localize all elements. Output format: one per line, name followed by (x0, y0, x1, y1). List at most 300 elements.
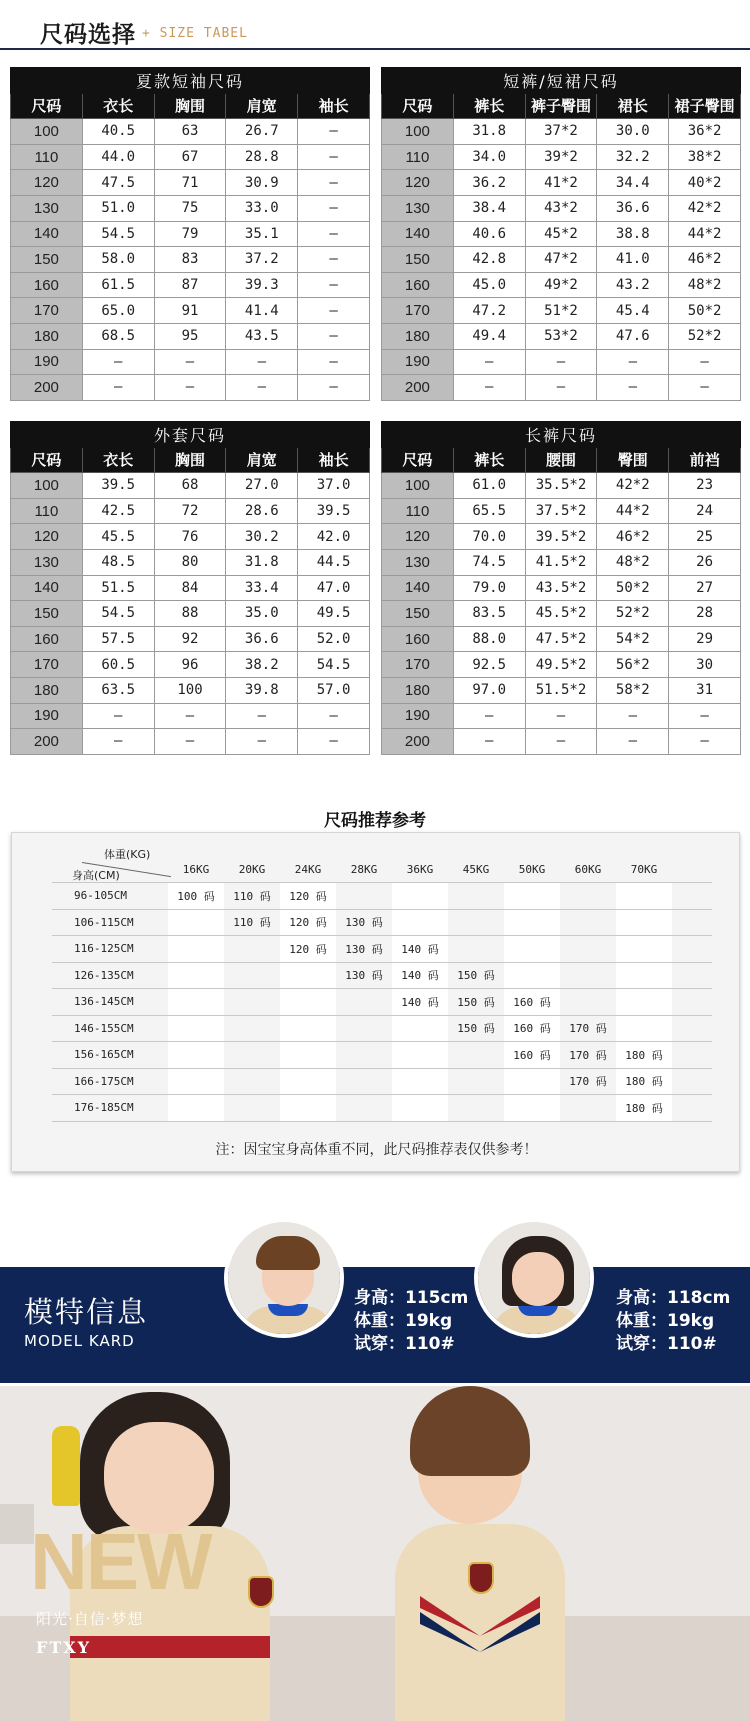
table-row (382, 549, 741, 575)
value-cell: 46*2 (597, 524, 669, 550)
value-cell: 45.5*2 (525, 601, 597, 627)
size-table (10, 421, 370, 755)
value-cell: 40.5 (82, 119, 154, 145)
value-cell: — (669, 349, 741, 375)
value-cell: 45.5 (82, 524, 154, 550)
size-recommendation-cell (168, 1016, 224, 1042)
size-recommendation-cell (392, 910, 448, 936)
value-cell: — (597, 349, 669, 375)
value-cell: 57.5 (82, 626, 154, 652)
girl-stats (616, 1287, 730, 1356)
size-recommendation-cell (504, 963, 560, 989)
size-recommendation-cell (280, 1016, 336, 1042)
recommendation-row (52, 936, 712, 963)
table-row (382, 144, 741, 170)
value-cell: — (525, 375, 597, 401)
value-cell: 35.1 (226, 221, 298, 247)
value-cell: 47.0 (298, 575, 370, 601)
size-recommendation-cell (392, 1042, 448, 1068)
value-cell: 33.0 (226, 195, 298, 221)
value-cell: — (298, 375, 370, 401)
size-recommendation-cell (224, 1069, 280, 1095)
height-range: 116-125CM (74, 942, 134, 956)
column-header: 胸围 (154, 93, 226, 119)
background-sign (0, 1504, 34, 1544)
weight-header: 24KG (294, 862, 322, 876)
size-recommendation-cell (168, 1069, 224, 1095)
value-cell: 68.5 (82, 323, 154, 349)
size-table (381, 67, 741, 401)
value-cell: 57.0 (298, 677, 370, 703)
recommendation-row (52, 989, 712, 1016)
size-recommendation-cell (616, 883, 672, 909)
size-recommendation-cell (280, 963, 336, 989)
value-cell: 88.0 (453, 626, 525, 652)
column-header: 尺码 (382, 447, 454, 473)
value-cell: — (154, 729, 226, 755)
value-cell: — (298, 170, 370, 196)
column-header: 衣长 (82, 447, 154, 473)
table-row (11, 170, 370, 196)
new-badge: NEW (30, 1517, 211, 1606)
value-cell: — (453, 349, 525, 375)
size-cell: 160 (382, 272, 454, 298)
size-recommendation-cell (560, 936, 616, 962)
value-cell: 38.4 (453, 195, 525, 221)
column-header: 臀围 (597, 447, 669, 473)
model-info-title: 模特信息 (24, 1295, 149, 1329)
size-cell: 190 (382, 349, 454, 375)
value-cell: 63 (154, 119, 226, 145)
value-cell: — (298, 195, 370, 221)
size-recommendation-cell (504, 1069, 560, 1095)
table-row (11, 195, 370, 221)
value-cell: 30.0 (597, 119, 669, 145)
table-row (382, 473, 741, 499)
value-cell: — (453, 729, 525, 755)
recommendation-card (11, 832, 740, 1172)
size-recommendation-cell (560, 963, 616, 989)
girl-weight: 体重：19kg (616, 1311, 715, 1331)
boy-size: 试穿：110# (354, 1334, 455, 1354)
value-cell: — (669, 375, 741, 401)
table-caption: 长裤尺码 (382, 422, 741, 448)
value-cell: 42*2 (669, 195, 741, 221)
table-row (382, 195, 741, 221)
size-cell: 150 (382, 247, 454, 273)
size-cell: 110 (382, 498, 454, 524)
height-range: 136-145CM (74, 995, 134, 1009)
size-table (381, 421, 741, 755)
table-caption: 夏款短袖尺码 (11, 68, 370, 94)
size-cell: 190 (11, 349, 83, 375)
table-row (382, 652, 741, 678)
size-recommendation-cell (224, 963, 280, 989)
value-cell: — (298, 703, 370, 729)
table-row (11, 729, 370, 755)
value-cell: 36.2 (453, 170, 525, 196)
table-row (11, 549, 370, 575)
value-cell: 43.5 (226, 323, 298, 349)
recommendation-row (52, 1095, 712, 1122)
weight-header: 50KG (518, 862, 546, 876)
value-cell: 75 (154, 195, 226, 221)
value-cell: 41.5*2 (525, 549, 597, 575)
value-cell: 97.0 (453, 677, 525, 703)
value-cell: 63.5 (82, 677, 154, 703)
size-cell: 160 (11, 626, 83, 652)
value-cell: 44.0 (82, 144, 154, 170)
value-cell: 49*2 (525, 272, 597, 298)
girl-height: 身高：118cm (616, 1288, 731, 1308)
school-crest-icon (248, 1576, 274, 1608)
recommendation-row (52, 963, 712, 990)
size-cell: 200 (382, 729, 454, 755)
value-cell: 42*2 (597, 473, 669, 499)
value-cell: 47.5 (82, 170, 154, 196)
value-cell: 50*2 (669, 298, 741, 324)
column-header: 袖长 (298, 447, 370, 473)
school-crest-icon (468, 1562, 494, 1594)
value-cell: 79.0 (453, 575, 525, 601)
table-row (382, 272, 741, 298)
size-cell: 130 (382, 549, 454, 575)
value-cell: 68 (154, 473, 226, 499)
value-cell: 88 (154, 601, 226, 627)
table-row (11, 524, 370, 550)
value-cell: 48*2 (597, 549, 669, 575)
size-cell: 160 (11, 272, 83, 298)
value-cell: 65.0 (82, 298, 154, 324)
size-recommendation-cell (336, 1016, 392, 1042)
value-cell: — (597, 729, 669, 755)
value-cell: 45.0 (453, 272, 525, 298)
value-cell: — (669, 703, 741, 729)
size-recommendation-cell (616, 989, 672, 1015)
column-header: 尺码 (382, 93, 454, 119)
value-cell: 30.9 (226, 170, 298, 196)
size-recommendation-cell (616, 910, 672, 936)
size-table (10, 67, 370, 401)
value-cell: 28.6 (226, 498, 298, 524)
size-cell: 160 (382, 626, 454, 652)
size-recommendation-cell (448, 1095, 504, 1121)
size-recommendation-cell (448, 910, 504, 936)
table-row (11, 677, 370, 703)
size-recommendation-cell (504, 910, 560, 936)
size-recommendation-cell (168, 1095, 224, 1121)
value-cell: 87 (154, 272, 226, 298)
size-recommendation-cell: 160 码 (513, 1022, 551, 1036)
size-recommendation-cell (392, 1016, 448, 1042)
value-cell: — (298, 349, 370, 375)
value-cell: 41.0 (597, 247, 669, 273)
size-recommendation-cell: 110 码 (233, 889, 271, 903)
column-header: 尺码 (11, 93, 83, 119)
value-cell: — (298, 144, 370, 170)
recommendation-row (52, 910, 712, 937)
value-cell: 61.0 (453, 473, 525, 499)
value-cell: — (669, 729, 741, 755)
weight-header: 16KG (182, 862, 210, 876)
column-header: 胸围 (154, 447, 226, 473)
value-cell: 30 (669, 652, 741, 678)
size-cell: 120 (382, 170, 454, 196)
size-recommendation-cell: 120 码 (289, 942, 327, 956)
size-recommendation-cell (448, 883, 504, 909)
size-recommendation-cell: 100 码 (177, 889, 215, 903)
size-cell: 140 (11, 221, 83, 247)
value-cell: — (226, 729, 298, 755)
value-cell: 61.5 (82, 272, 154, 298)
value-cell: 54.5 (82, 601, 154, 627)
value-cell: 29 (669, 626, 741, 652)
recommendation-title: 尺码推荐参考 (324, 811, 426, 831)
table-row (11, 272, 370, 298)
value-cell: 26 (669, 549, 741, 575)
size-recommendation-cell: 170 码 (569, 1048, 607, 1062)
table-row (11, 119, 370, 145)
size-cell: 200 (382, 375, 454, 401)
recommendation-row (52, 1016, 712, 1043)
value-cell: 100 (154, 677, 226, 703)
table-row (382, 349, 741, 375)
recommendation-row (52, 1042, 712, 1069)
weight-axis-label: 体重(KG) (104, 848, 151, 861)
value-cell: 56*2 (597, 652, 669, 678)
size-cell: 100 (11, 473, 83, 499)
size-cell: 100 (11, 119, 83, 145)
column-header: 前裆 (669, 447, 741, 473)
value-cell: 58*2 (597, 677, 669, 703)
table-row (382, 170, 741, 196)
size-recommendation-cell: 170 码 (569, 1075, 607, 1089)
weight-header: 45KG (462, 862, 490, 876)
value-cell: 39.5*2 (525, 524, 597, 550)
value-cell: — (82, 729, 154, 755)
size-cell: 130 (11, 195, 83, 221)
size-recommendation-cell (224, 1042, 280, 1068)
size-recommendation-cell: 120 码 (289, 889, 327, 903)
size-recommendation-cell: 150 码 (457, 1022, 495, 1036)
value-cell: — (226, 375, 298, 401)
value-cell: — (226, 349, 298, 375)
brand-logo: FTXY (36, 1638, 92, 1657)
size-cell: 100 (382, 473, 454, 499)
size-recommendation-cell (168, 963, 224, 989)
value-cell: 31 (669, 677, 741, 703)
size-cell: 100 (382, 119, 454, 145)
size-cell: 180 (382, 323, 454, 349)
table-row (11, 498, 370, 524)
value-cell: 40.6 (453, 221, 525, 247)
column-header: 肩宽 (226, 447, 298, 473)
value-cell: 38.8 (597, 221, 669, 247)
value-cell: 49.4 (453, 323, 525, 349)
size-cell: 140 (382, 221, 454, 247)
value-cell: 70.0 (453, 524, 525, 550)
size-recommendation-cell (616, 936, 672, 962)
value-cell: 39.5 (298, 498, 370, 524)
value-cell: 41.4 (226, 298, 298, 324)
value-cell: 37.0 (298, 473, 370, 499)
size-recommendation-cell (504, 936, 560, 962)
value-cell: 71 (154, 170, 226, 196)
page-title: 尺码选择 (40, 22, 136, 48)
height-range: 106-115CM (74, 915, 134, 929)
value-cell: 40*2 (669, 170, 741, 196)
header-divider (0, 48, 750, 50)
table-row (382, 601, 741, 627)
value-cell: 31.8 (453, 119, 525, 145)
value-cell: 37.2 (226, 247, 298, 273)
weight-header: 36KG (406, 862, 434, 876)
value-cell: 52*2 (597, 601, 669, 627)
size-recommendation-cell: 160 码 (513, 1048, 551, 1062)
boy-portrait (224, 1218, 344, 1338)
size-recommendation-cell (392, 1095, 448, 1121)
value-cell: — (154, 349, 226, 375)
table-row (11, 375, 370, 401)
value-cell: — (298, 272, 370, 298)
value-cell: 41*2 (525, 170, 597, 196)
size-recommendation-cell: 140 码 (401, 969, 439, 983)
value-cell: 52.0 (298, 626, 370, 652)
value-cell: 83 (154, 247, 226, 273)
size-recommendation-cell (616, 1016, 672, 1042)
value-cell: 24 (669, 498, 741, 524)
column-header: 裤长 (453, 93, 525, 119)
size-recommendation-cell: 140 码 (401, 942, 439, 956)
value-cell: 65.5 (453, 498, 525, 524)
background-bottle (52, 1426, 80, 1506)
value-cell: 84 (154, 575, 226, 601)
value-cell: 36.6 (597, 195, 669, 221)
table-row (382, 247, 741, 273)
table-row (382, 375, 741, 401)
size-recommendation-cell (448, 1042, 504, 1068)
size-cell: 140 (11, 575, 83, 601)
table-row (382, 524, 741, 550)
value-cell: — (525, 349, 597, 375)
size-cell: 200 (11, 375, 83, 401)
value-cell: 28 (669, 601, 741, 627)
table-caption: 短裤/短裙尺码 (382, 68, 741, 94)
value-cell: 25 (669, 524, 741, 550)
column-header: 衣长 (82, 93, 154, 119)
size-recommendation-cell (280, 1069, 336, 1095)
size-recommendation-cell (560, 1095, 616, 1121)
value-cell: 44*2 (597, 498, 669, 524)
value-cell: 28.8 (226, 144, 298, 170)
value-cell: 92.5 (453, 652, 525, 678)
size-recommendation-cell: 170 码 (569, 1022, 607, 1036)
size-recommendation-cell (560, 910, 616, 936)
value-cell: 37.5*2 (525, 498, 597, 524)
value-cell: 26.7 (226, 119, 298, 145)
size-recommendation-cell: 150 码 (457, 969, 495, 983)
column-header: 裤长 (453, 447, 525, 473)
value-cell: 37*2 (525, 119, 597, 145)
value-cell: 39.3 (226, 272, 298, 298)
size-cell: 120 (382, 524, 454, 550)
value-cell: — (298, 221, 370, 247)
value-cell: 47.6 (597, 323, 669, 349)
value-cell: 35.5*2 (525, 473, 597, 499)
size-cell: 110 (11, 144, 83, 170)
size-recommendation-cell (560, 989, 616, 1015)
value-cell: — (298, 119, 370, 145)
hero-photo (0, 1386, 750, 1721)
size-recommendation-cell (336, 1042, 392, 1068)
table-row (382, 498, 741, 524)
column-header: 肩宽 (226, 93, 298, 119)
value-cell: — (453, 703, 525, 729)
size-recommendation-cell (336, 989, 392, 1015)
size-recommendation-cell: 130 码 (345, 916, 383, 930)
value-cell: 45.4 (597, 298, 669, 324)
value-cell: 38*2 (669, 144, 741, 170)
value-cell: 92 (154, 626, 226, 652)
height-range: 96-105CM (74, 889, 127, 903)
table-row (11, 575, 370, 601)
table-row (11, 703, 370, 729)
recommendation-row (52, 1069, 712, 1096)
height-range: 166-175CM (74, 1074, 134, 1088)
size-cell: 180 (382, 677, 454, 703)
value-cell: 47.5*2 (525, 626, 597, 652)
size-cell: 170 (382, 298, 454, 324)
value-cell: 39.5 (82, 473, 154, 499)
height-range: 156-165CM (74, 1048, 134, 1062)
size-recommendation-cell (224, 1016, 280, 1042)
value-cell: 54.5 (298, 652, 370, 678)
value-cell: 74.5 (453, 549, 525, 575)
size-cell: 200 (11, 729, 83, 755)
girl-portrait (474, 1218, 594, 1338)
size-recommendation-cell (224, 989, 280, 1015)
size-recommendation-cell (448, 1069, 504, 1095)
value-cell: 52*2 (669, 323, 741, 349)
weight-header: 28KG (350, 862, 378, 876)
size-recommendation-cell: 180 码 (625, 1101, 663, 1115)
value-cell: 50*2 (597, 575, 669, 601)
value-cell: — (82, 375, 154, 401)
size-recommendation-cell (168, 936, 224, 962)
value-cell: 39.8 (226, 677, 298, 703)
value-cell: 42.8 (453, 247, 525, 273)
size-recommendation-cell (280, 1095, 336, 1121)
size-recommendation-cell: 180 码 (625, 1075, 663, 1089)
value-cell: 44*2 (669, 221, 741, 247)
value-cell: — (226, 703, 298, 729)
size-cell: 110 (11, 498, 83, 524)
value-cell: 35.0 (226, 601, 298, 627)
size-recommendation-cell (336, 1095, 392, 1121)
girl-size: 试穿：110# (616, 1334, 717, 1354)
value-cell: 54*2 (597, 626, 669, 652)
value-cell: 45*2 (525, 221, 597, 247)
value-cell: 51.0 (82, 195, 154, 221)
value-cell: — (82, 703, 154, 729)
value-cell: — (453, 375, 525, 401)
value-cell: 47*2 (525, 247, 597, 273)
table-row (11, 144, 370, 170)
size-cell: 150 (11, 247, 83, 273)
value-cell: — (82, 349, 154, 375)
value-cell: 49.5*2 (525, 652, 597, 678)
size-recommendation-cell (448, 936, 504, 962)
